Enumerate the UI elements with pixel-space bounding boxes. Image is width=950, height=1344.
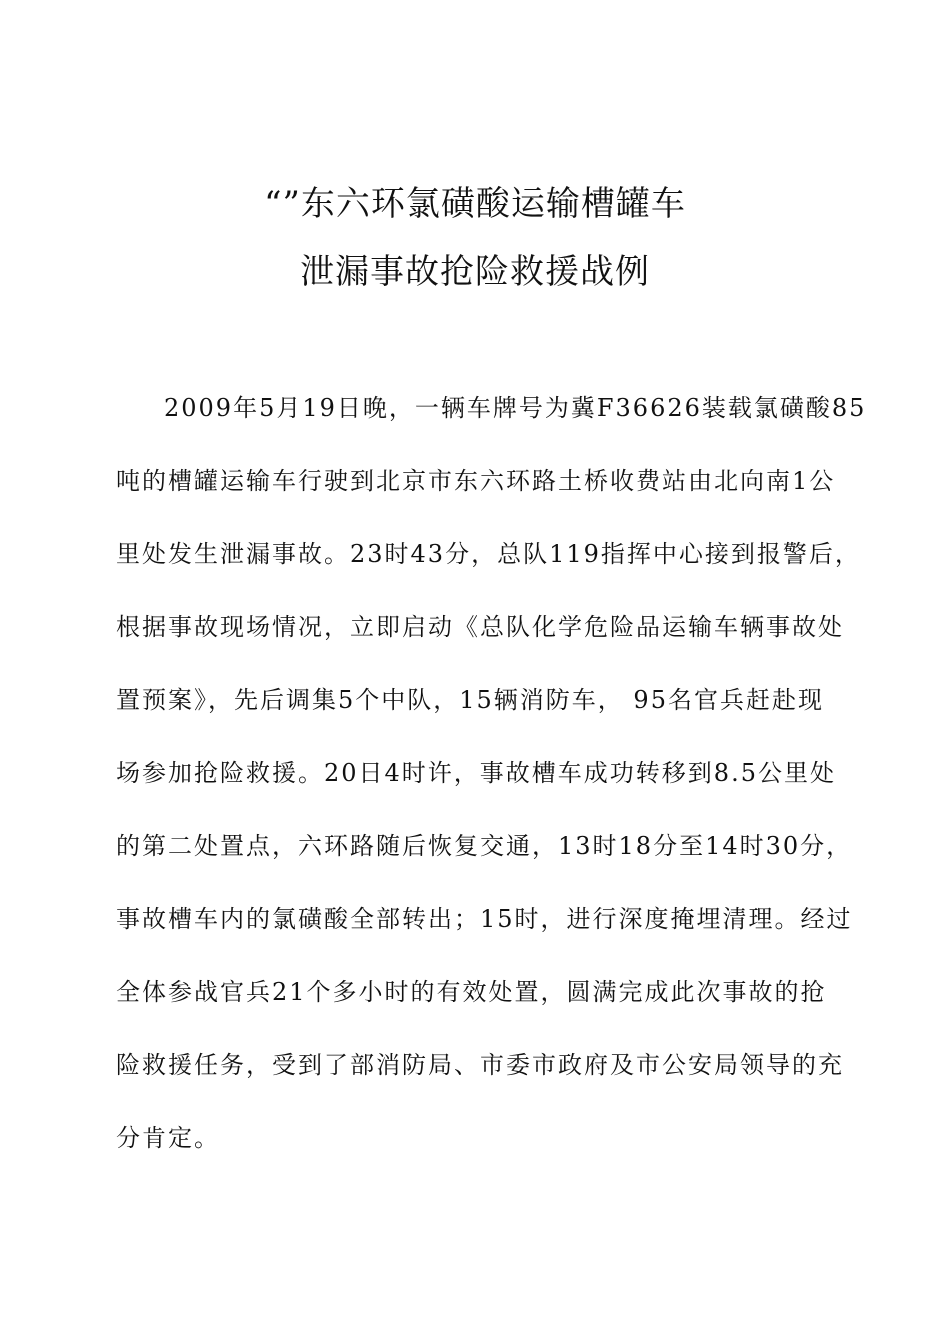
document-title-line-2: 泄漏事故抢险救援战例: [300, 252, 650, 292]
paragraph-line-1: 2009年5月19日晚，一辆车牌号为冀F36626装载氯磺酸85: [164, 394, 867, 422]
paragraph-line-10: 险救援任务，受到了部消防局、市委市政府及市公安局领导的充: [116, 1051, 844, 1079]
paragraph-line-2: 吨的槽罐运输车行驶到北京市东六环路土桥收费站由北向南1公: [116, 467, 836, 495]
paragraph-line-5: 置预案》，先后调集5个中队，15辆消防车， 95名官兵赶赴现: [116, 686, 824, 714]
paragraph-line-11: 分肯定。: [116, 1124, 220, 1152]
paragraph-line-3: 里处发生泄漏事故。23时43分，总队119指挥中心接到报警后，: [116, 540, 861, 568]
paragraph-line-9: 全体参战官兵21个多小时的有效处置，圆满完成此次事故的抢: [116, 978, 827, 1006]
paragraph-line-8: 事故槽车内的氯磺酸全部转出；15时，进行深度掩埋清理。经过: [116, 905, 853, 933]
paragraph-line-4: 根据事故现场情况，立即启动《总队化学危险品运输车辆事故处: [116, 613, 844, 641]
paragraph-line-6: 场参加抢险救援。20日4时许，事故槽车成功转移到8.5公里处: [116, 759, 836, 787]
document-title-line-1: “”东六环氯磺酸运输槽罐车: [264, 184, 686, 224]
paragraph-line-7: 的第二处置点，六环路随后恢复交通，13时18分至14时30分，: [116, 832, 853, 860]
